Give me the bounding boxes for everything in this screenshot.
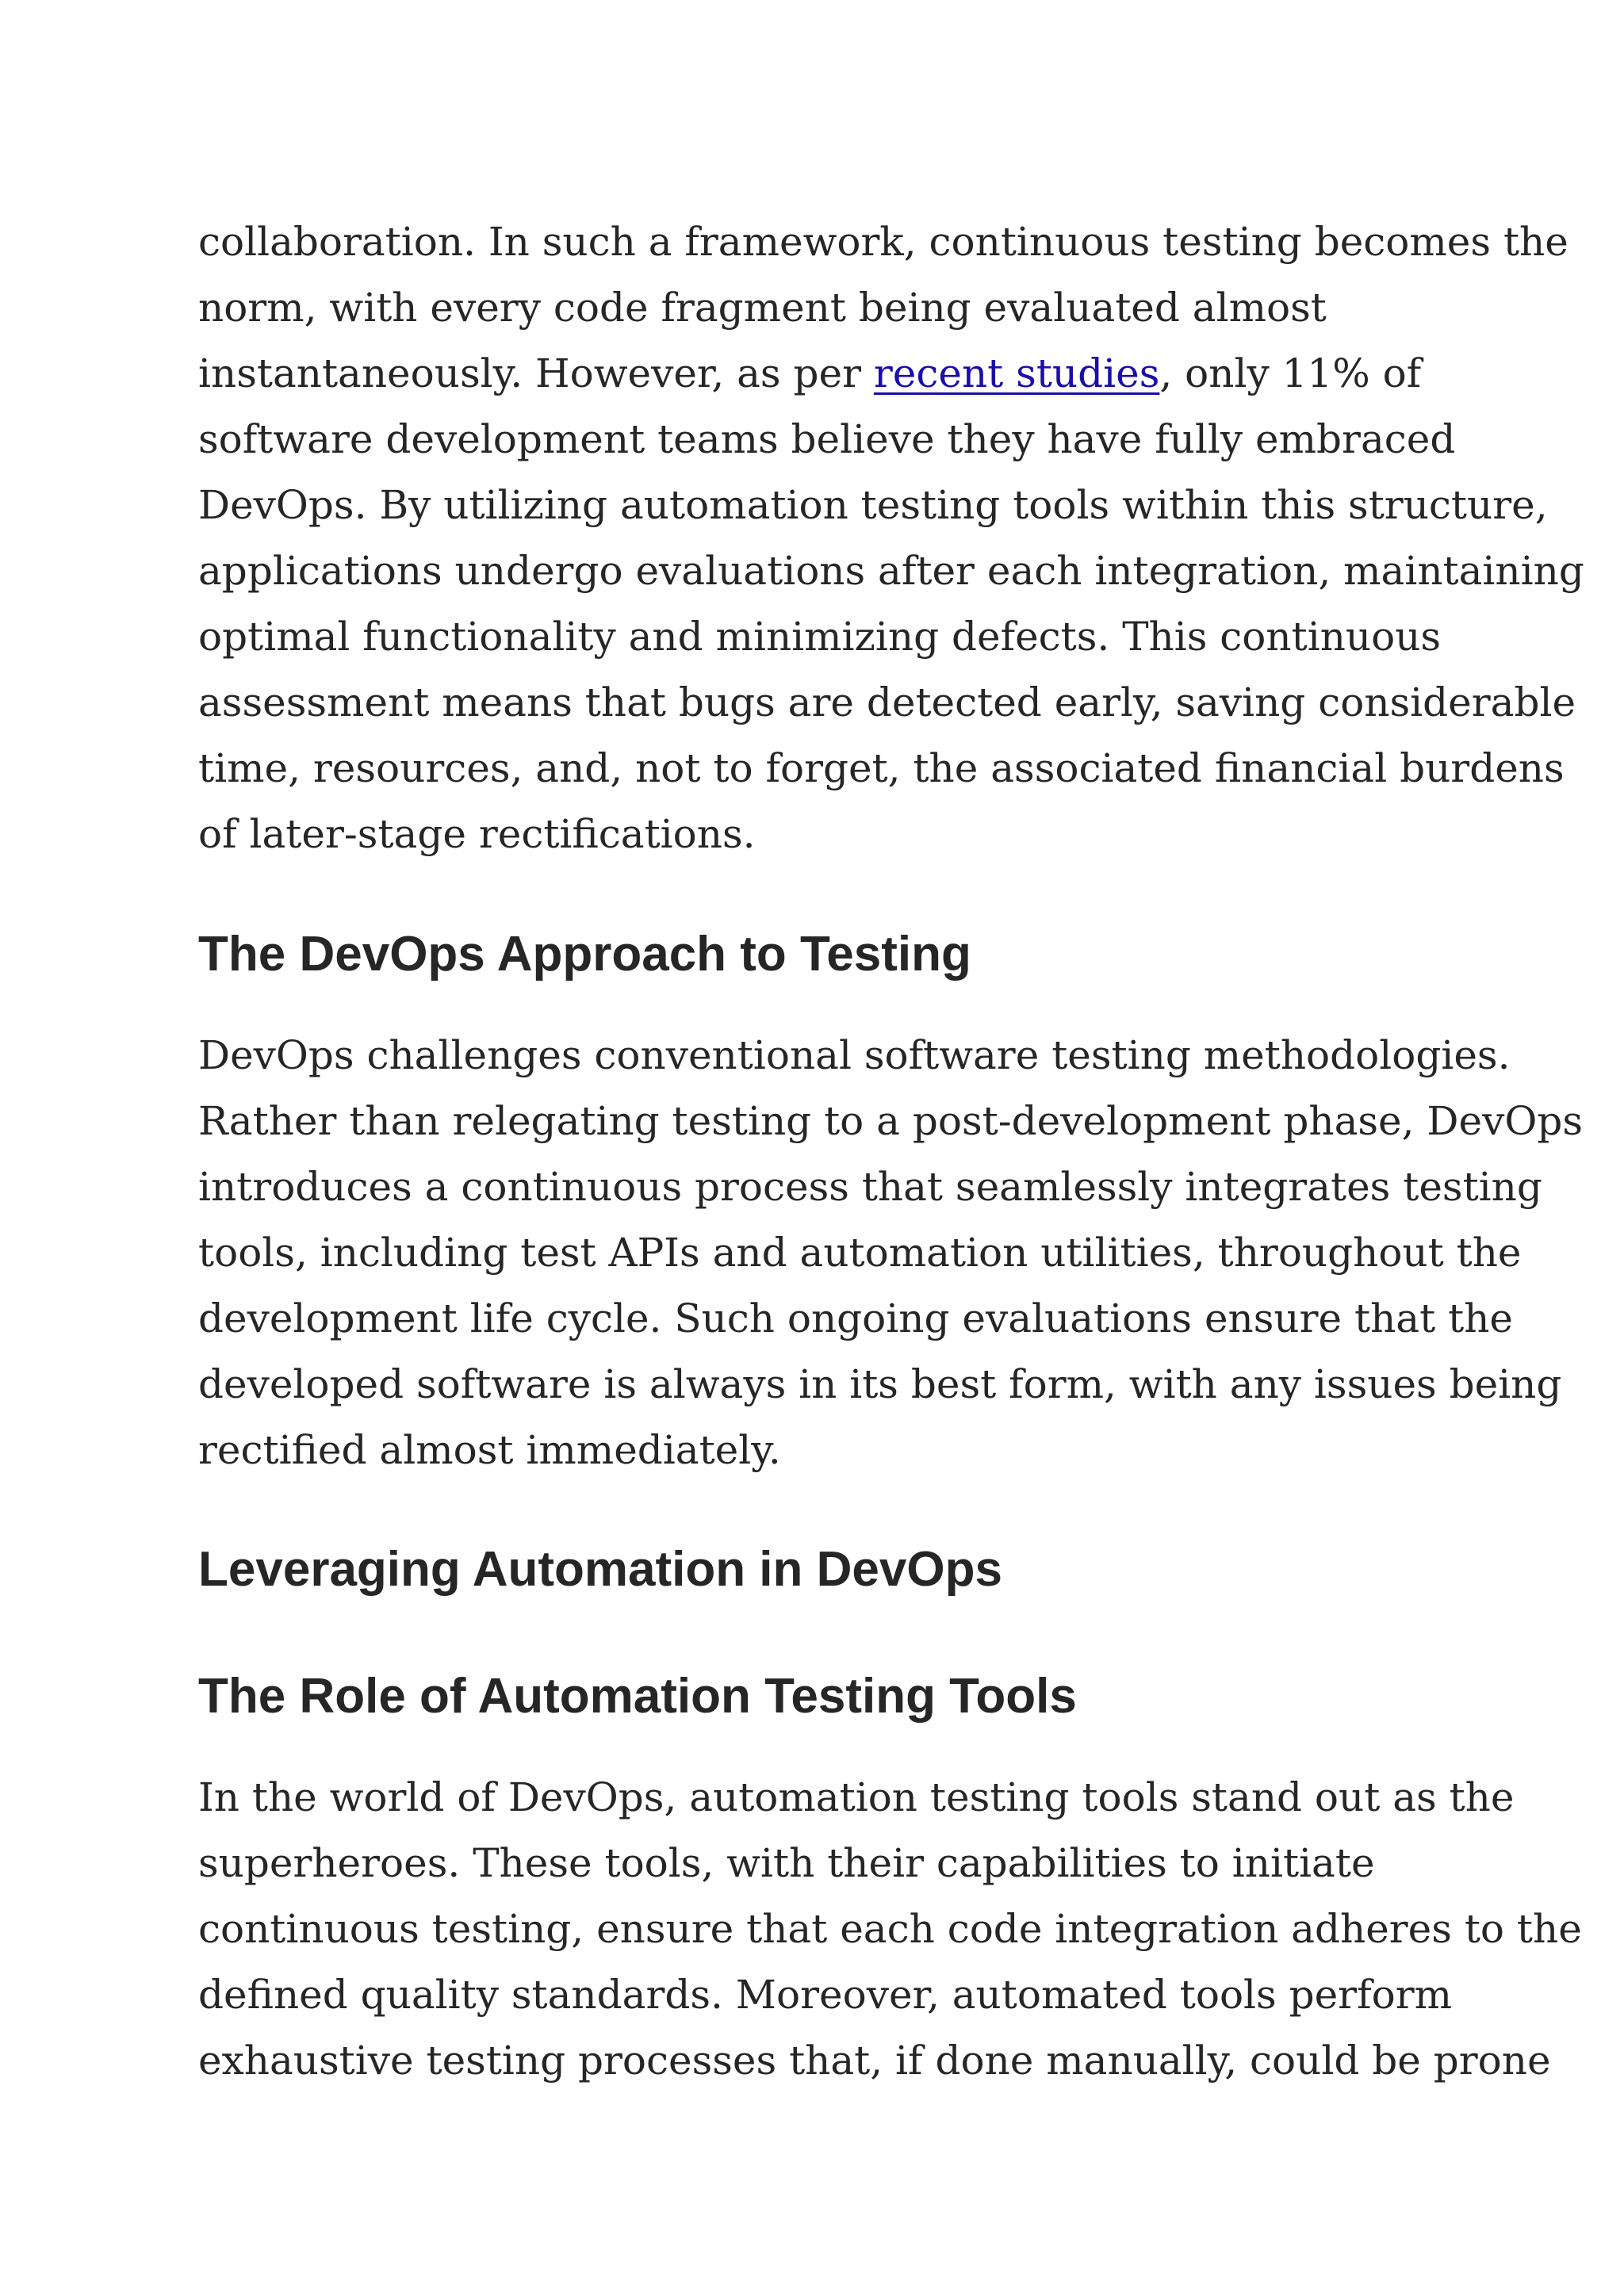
paragraph-line: superheroes. These tools, with their capabilities to initiate [198, 1840, 1375, 1886]
paragraph-line: rectified almost immediately. [198, 1427, 781, 1473]
paragraph-continuous-testing [198, 209, 1584, 867]
paragraph-line: developed software is always in its best form, with any issues being [198, 1361, 1562, 1407]
paragraph-line: of later-stage rectifications. [198, 811, 756, 857]
paragraph-line: optimal functionality and minimizing defects. This continuous [198, 614, 1442, 660]
paragraph-line: exhaustive testing processes that, if done manually, could be prone [198, 2038, 1551, 2084]
paragraph-line: tools, including test APIs and automation utilities, throughout the [198, 1230, 1522, 1276]
paragraph-line: assessment means that bugs are detected early, saving considerable [198, 679, 1576, 725]
paragraph-line: In the world of DevOps, automation testing tools stand out as the [198, 1774, 1515, 1820]
paragraph-line: continuous testing, ensure that each code integration adheres to the [198, 1906, 1582, 1952]
paragraph-text: , only 11% of [1159, 350, 1422, 396]
paragraph-text: instantaneously. However, as per [198, 350, 874, 396]
paragraph-automation-tools [198, 1765, 1582, 2094]
section-heading-devops-approach: The DevOps Approach to Testing [198, 927, 971, 982]
paragraph-line: development life cycle. Such ongoing evaluations ensure that the [198, 1295, 1513, 1341]
paragraph-line: Rather than relegating testing to a post-development phase, DevOps [198, 1098, 1583, 1144]
paragraph-line: DevOps. By utilizing automation testing tools within this structure, [198, 482, 1548, 528]
paragraph-line: introduces a continuous process that seamlessly integrates testing [198, 1164, 1542, 1210]
paragraph-line: applications undergo evaluations after each integration, maintaining [198, 548, 1584, 594]
paragraph-line: DevOps challenges conventional software testing methodologies. [198, 1032, 1511, 1078]
section-heading-leveraging-automation: Leveraging Automation in DevOps [198, 1542, 1002, 1597]
paragraph-line [198, 341, 1584, 407]
paragraph-line: software development teams believe they have fully embraced [198, 416, 1456, 462]
paragraph-line: time, resources, and, not to forget, the associated financial burdens [198, 745, 1565, 791]
paragraph-line: defined quality standards. Moreover, automated tools perform [198, 1972, 1453, 2018]
paragraph-devops-approach [198, 1023, 1583, 1483]
paragraph-line: collaboration. In such a framework, continuous testing becomes the [198, 219, 1568, 265]
section-heading-role-of-tools: The Role of Automation Testing Tools [198, 1669, 1077, 1724]
paragraph-line: norm, with every code fragment being evaluated almost [198, 285, 1327, 331]
recent-studies-link[interactable]: recent studies [873, 350, 1160, 396]
